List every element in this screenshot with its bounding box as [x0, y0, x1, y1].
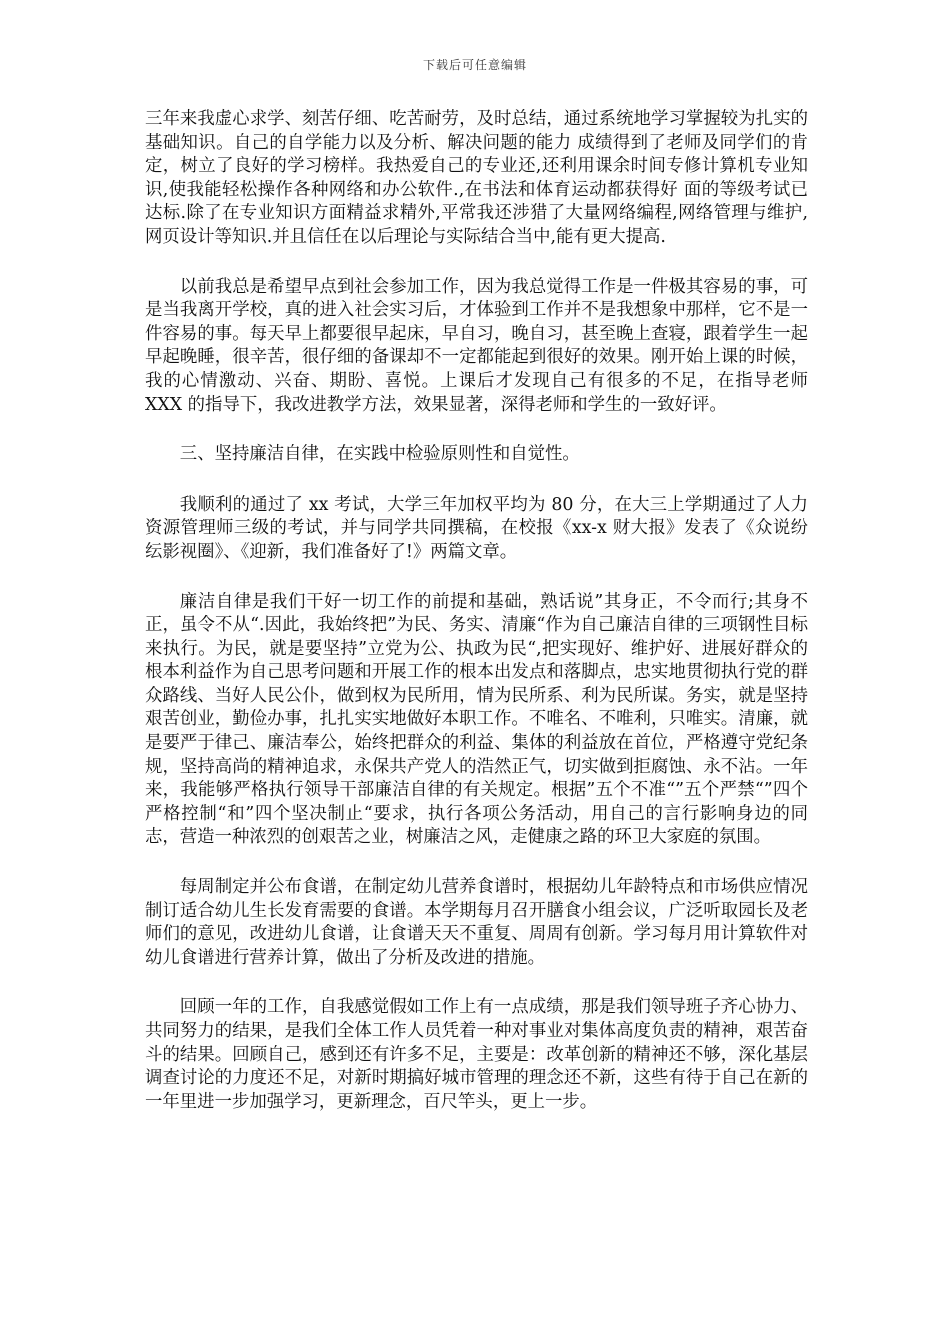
section-heading: 三、坚持廉洁自律，在实践中检验原则性和自觉性。 — [179, 444, 580, 465]
paragraph-year-review: 回顾一年的工作，自我感觉假如工作上有一点成绩，那是我们领导班子齐心协力、共同努力的结果，是我们全体工作人员凭着一种对事业对集体高度负责的精神，艰苦奋斗的结果。回顾自己，感到还有许多不足，主要是：改革创新的精神还不够，深化基层调查讨论的力度还不足，对新时期搞好城市管理的理念还不新，这些有待于自己在新的一年里进一步加强学习，更新理念，百尺竿头，更上一步。 — [145, 997, 808, 1112]
paragraph-work-experience: 以前我总是希望早点到社会参加工作，因为我总觉得工作是一件极其容易的事，可是当我离开学校，真的进入社会实习后，才体验到工作并不是我想象中那样，它不是一件容易的事。每天早上都要很早起床，早自习，晚自习，甚至晚上查寝，跟着学生一起早起晚睡，很辛苦，很仔细的备课却不一定都能起到很好的效果。刚开始上课的时候，我的心情激动、兴奋、期盼、喜悦。上课后才发现自己有很多的不足，在指导老师 XXX 的指导下，我改进教学方法，效果显著，深得老师和学生的一致好评。 — [145, 276, 808, 415]
paragraph-study-summary: 三年来我虚心求学、刻苦仔细、吃苦耐劳，及时总结，通过系统地学习掌握较为扎实的基础知识。自己的自学能力以及分析、解决问题的能力 成绩得到了老师及同学们的肯定，树立了良好的学习榜样。我热爱自己的专业还,还利用课余时间专修计算机专业知识,使我能轻松操作各种网络和办公软件.,在书法和体育运动都获得好 面的等级考试已达标.除了在专业知识方面精益求精外,平常我还涉猎了大量网络编程,网络管理与维护,网页设计等知识.并且信任在以后理论与实际结合当中,能有更大提高. — [145, 109, 808, 247]
paragraph-exam-results: 我顺利的通过了 xx 考试，大学三年加权平均为 80 分，在大三上学期通过了人力资源管理师三级的考试，并与同学共同撰稿，在校报《xx-x 财大报》发表了《众说纷纭影视圈》、《迎新，我们准备好了!》两篇文章。 — [145, 494, 808, 562]
page-header: 下载后可任意编辑 — [422, 58, 527, 72]
paragraph-menu-planning: 每周制定并公布食谱，在制定幼儿营养食谱时，根据幼儿年龄特点和市场供应情况制订适合幼儿生长发育需要的食谱。本学期每月召开膳食小组会议，广泛听取园长及老师们的意见，改进幼儿食谱，让食谱天天不重复、周周有创新。学习每月用计算软件对幼儿食谱进行营养计算，做出了分析及改进的措施。 — [145, 877, 808, 968]
paragraph-integrity: 廉洁自律是我们干好一切工作的前提和基础，熟话说”其身正，不令而行;其身不正，虽令不从“.因此，我始终把”为民、务实、清廉“作为自己廉洁自律的三项钢性目标来执行。为民，就是要坚持”立党为公、执政为民“,把实现好、维护好、进展好群众的根本利益作为自己思考问题和开展工作的根本出发点和落脚点，忠实地贯彻执行党的群众路线、当好人民公仆，做到权为民所用，情为民所系、利为民所谋。务实，就是坚持艰苦创业，勤俭办事，扎扎实实地做好本职工作。不唯名、不唯利，只唯实。清廉，就是要严于律己、廉洁奉公，始终把群众的利益、集体的利益放在首位，严格遵守党纪条规，坚持高尚的精神追求，永保共产党人的浩然正气，切实做到拒腐蚀、永不沾。一年来，我能够严格执行领导干部廉洁自律的有关规定。根据”五个不准“”五个严禁“”四个严格控制“和”四个坚决制止“要求，执行各项公务活动，用自己的言行影响身边的同志，营造一种浓烈的创艰苦之业，树廉洁之风，走健康之路的环卫大家庭的氛围。 — [145, 591, 808, 848]
document-body — [145, 108, 808, 1140]
